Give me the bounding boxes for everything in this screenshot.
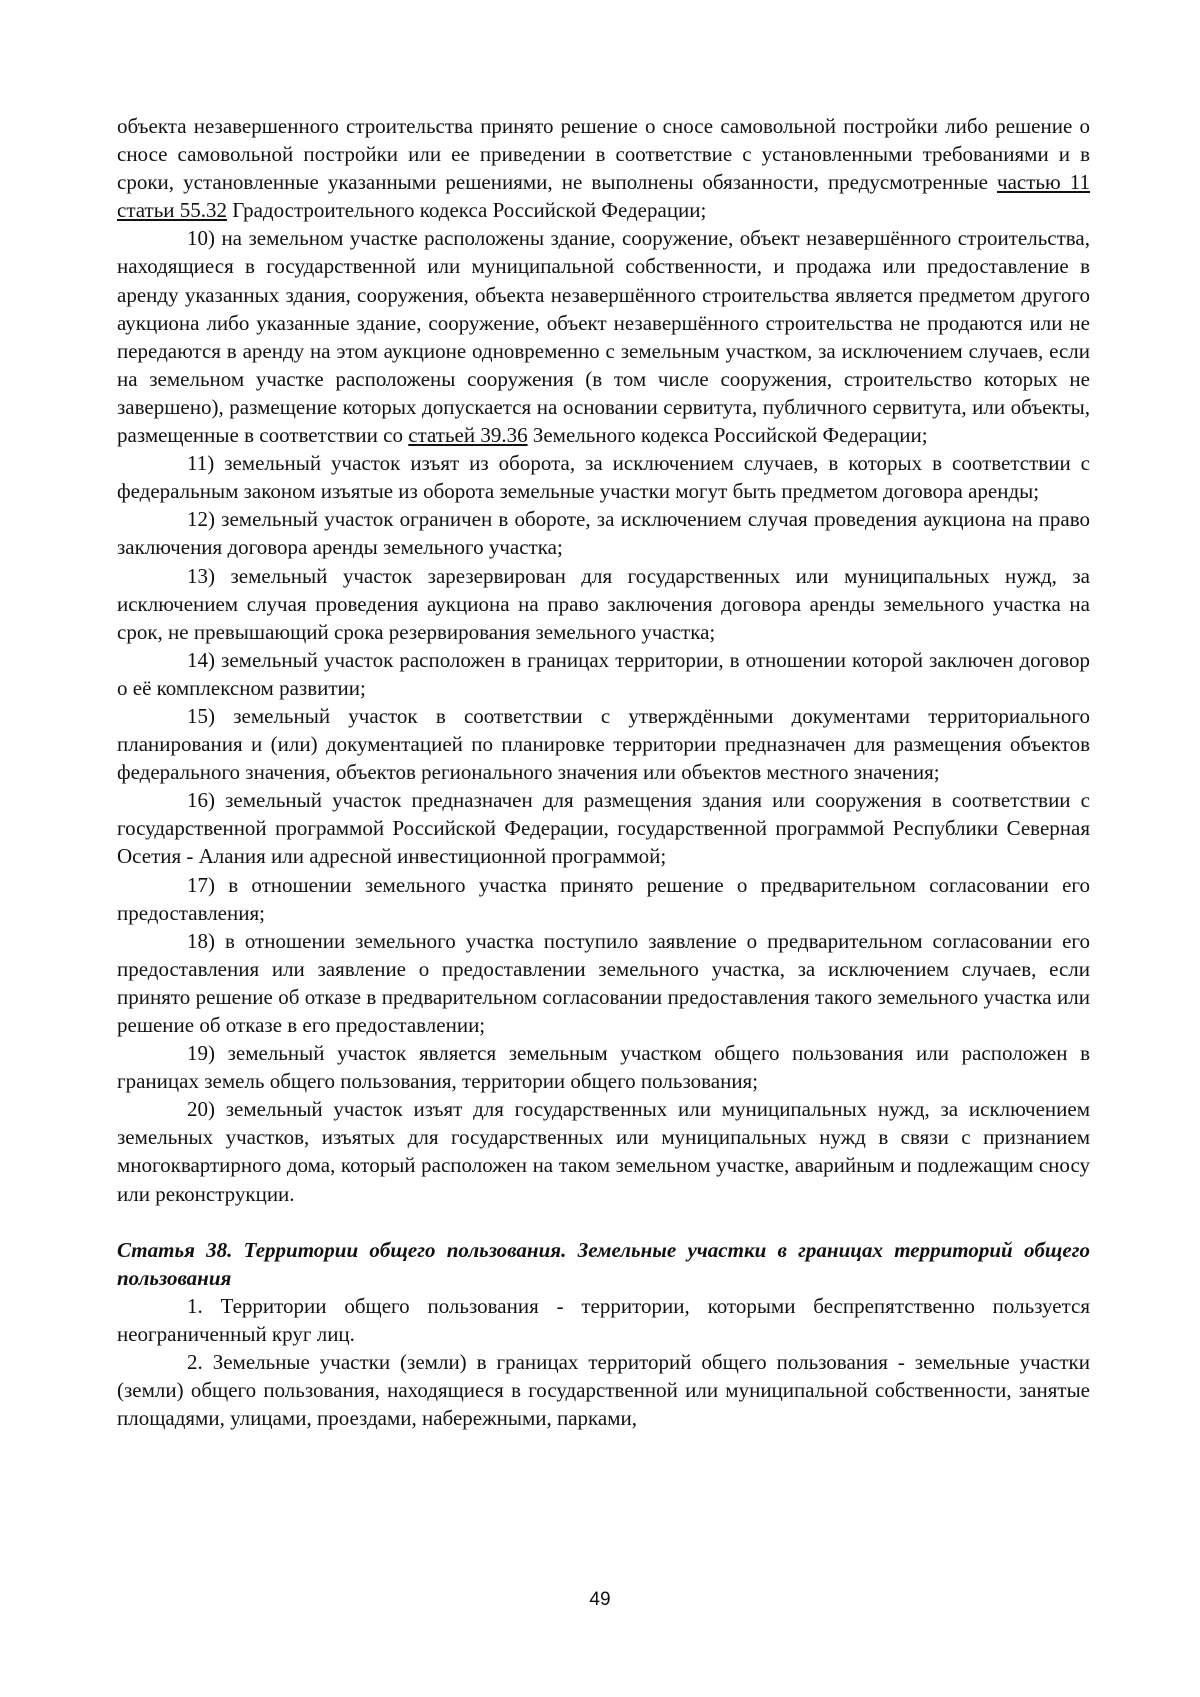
section-spacer bbox=[117, 1208, 1090, 1236]
list-item-14: 14) земельный участок расположен в границах территории, в отношении которой заключен договор о её комплексном развитии; bbox=[117, 647, 1090, 700]
paragraph-intro bbox=[117, 112, 1090, 224]
paragraph-intro-text-end: Градостроительного кодекса Российской Федерации; bbox=[227, 198, 707, 223]
list-item-13: 13) земельный участок зарезервирован для государственных или муниципальных нужд, за исключением случая проведения аукциона на право заключения договора аренды земельного участка на срок, не превышающий срока резервирования земельного участка; bbox=[117, 563, 1090, 644]
list-item-16: 16) земельный участок предназначен для размещения здания или сооружения в соответствии с государственной программой Российской Федерации, государственной программой Республики Северная Осетия - Алания или адресной инвестиционной программой; bbox=[117, 788, 1090, 869]
article-heading: Статья 38. Территории общего пользования. Земельные участки в границах территорий общего пользования bbox=[117, 1237, 1090, 1290]
list-item-10 bbox=[117, 224, 1090, 449]
list-item-10-text-end: Земельного кодекса Российской Федерации; bbox=[527, 423, 928, 448]
list-item-10-text-start: 10) на земельном участке расположены здание, сооружение, объект незавершённого строительства, находящиеся в государственной или муниципальной собственности, и продажа или предоставление в аренду указанных здания, сооружения, объекта незавершённого строительства является предметом другого аукциона либо указанные здание, сооружение, объект незавершённого строительства не продаются или не передаются в аренду на этом аукционе одновременно с земельным участком, за исключением случаев, если на земельном участке расположены сооружения (в том числе сооружения, строительство которых не завершено), размещение которых допускается на основании сервитута, публичного сервитута, или объекты, размещенные в соответствии со bbox=[117, 226, 1090, 448]
link-article-39-36[interactable]: статьей 39.36 bbox=[408, 423, 528, 448]
list-item-15: 15) земельный участок в соответствии с утверждёнными документами территориального планирования и (или) документацией по планировке территории предназначен для размещения объектов федерального значения, объектов регионального значения или объектов местного значения; bbox=[117, 703, 1090, 785]
list-item-19: 19) земельный участок является земельным участком общего пользования или расположен в границах земель общего пользования, территории общего пользования; bbox=[117, 1041, 1090, 1094]
list-item-11: 11) земельный участок изъят из оборота, за исключением случаев, в которых в соответствии с федеральным законом изъятые из оборота земельные участки могут быть предметом договора аренды; bbox=[117, 451, 1090, 504]
link-part-11-article-55-32[interactable]: частью 11 статьи 55.32 bbox=[117, 170, 1090, 223]
list-item-18: 18) в отношении земельного участка поступило заявление о предварительном согласовании его предоставления или заявление о предоставлении земельного участка, за исключением случаев, если принято решение об отказе в предварительном согласовании предоставления такого земельного участка или решение об отказе в его предоставлении; bbox=[117, 928, 1090, 1037]
list-item-17: 17) в отношении земельного участка принято решение о предварительном согласовании его предоставления; bbox=[117, 872, 1090, 925]
document-page bbox=[117, 112, 1090, 1432]
page-number: 49 bbox=[589, 1589, 611, 1610]
article-paragraph-1: 1. Территории общего пользования - территории, которыми беспрепятственно пользуется неограниченный круг лиц. bbox=[117, 1293, 1090, 1346]
list-item-12: 12) земельный участок ограничен в обороте, за исключением случая проведения аукциона на право заключения договора аренды земельного участка; bbox=[117, 507, 1090, 560]
list-item-20: 20) земельный участок изъят для государственных или муниципальных нужд, за исключением земельных участков, изъятых для государственных или муниципальных нужд в связи с признанием многоквартирного дома, который расположен на таком земельном участке, аварийным и подлежащим сносу или реконструкции. bbox=[117, 1097, 1090, 1206]
article-paragraph-2: 2. Земельные участки (земли) в границах территорий общего пользования - земельные участки (земли) общего пользования, находящиеся в государственной или муниципальной собственности, занятые площадями, улицами, проездами, набережными, парками, bbox=[117, 1350, 1090, 1431]
paragraph-intro-text-start: объекта незавершенного строительства принято решение о сносе самовольной постройки либо решение о сносе самовольной постройки или ее приведении в соответствие с установленными требованиями и в сроки, установленные указанными решениями, не выполнены обязанности, предусмотренные bbox=[117, 114, 1090, 195]
